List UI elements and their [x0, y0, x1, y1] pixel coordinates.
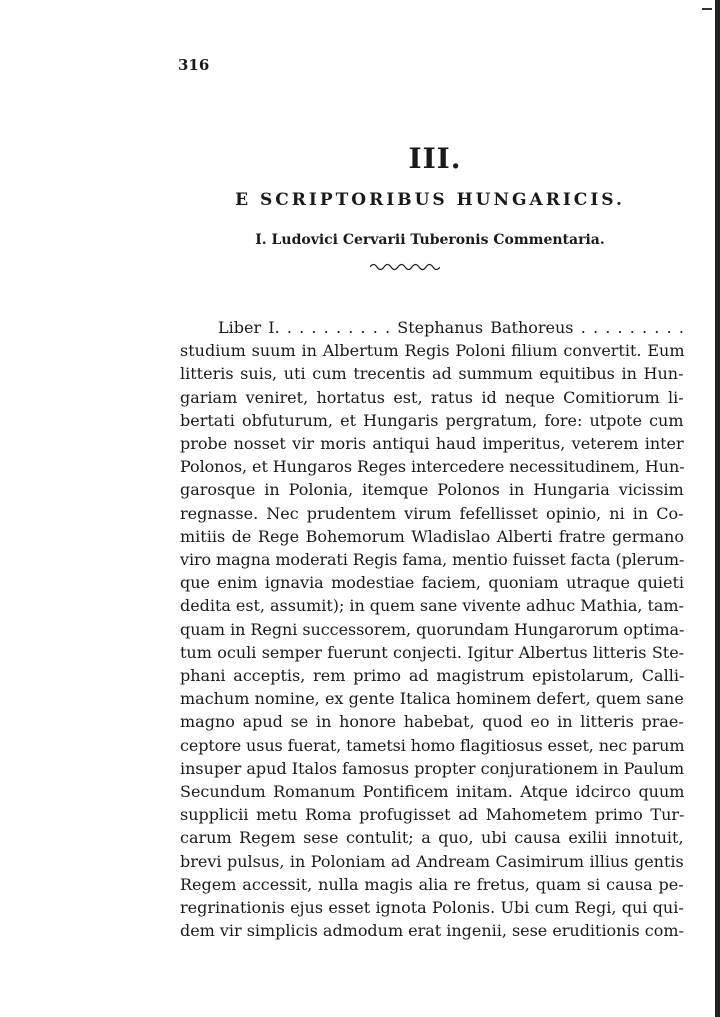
body-line: studium suum in Albertum Regis Poloni filium convertit. Eum	[180, 341, 685, 361]
body-line: mitiis de Rege Bohemorum Wladislao Alberti fratre germano	[180, 526, 684, 546]
body-line: gariam veniret, hortatus est, ratus id neque Comitiorum li-	[180, 387, 684, 407]
body-line: carum Regem sese contulit; a quo, ubi causa exilii innotuit,	[180, 828, 684, 848]
body-line: magno apud se in honore habebat, quod eo in litteris prae-	[180, 712, 684, 732]
body-line: bertati obfuturum, et Hungaris pergratum, fore: utpote cum	[180, 410, 684, 430]
subtitle: I. Ludovici Cervarii Tuberonis Commentaria.	[255, 232, 605, 248]
body-line: que enim ignavia modestiae faciem, quoniam utraque quieti	[180, 573, 685, 593]
body-line: litteris suis, uti cum trecentis ad summum equitibus in Hun-	[180, 364, 684, 384]
body-line: insuper apud Italos famosus propter conjurationem in Paulum	[180, 758, 685, 778]
body-line: phani acceptis, rem primo ad magistrum epistolarum, Calli-	[180, 666, 685, 686]
body-line: Regem accessit, nulla magis alia re fretus, quam si causa pe-	[180, 874, 684, 894]
body-line: Liber I. . . . . . . . . . Stephanus Bathoreus . . . . . . . . .	[218, 318, 684, 337]
body-line: Polonos, et Hungaros Reges intercedere necessitudinem, Hun-	[180, 457, 685, 477]
body-line: Secundum Romanum Pontificem initam. Atque idcirco quum	[180, 782, 685, 802]
body-line: regrinationis ejus esset ignota Polonis. Ubi cum Regi, qui qui-	[180, 898, 684, 918]
body-line: brevi pulsus, in Poloniam ad Andream Casimirum illius gentis	[180, 851, 684, 871]
body-line: viro magna moderati Regis fama, mentio fuisset facta (plerum-	[180, 550, 685, 570]
section-title: E SCRIPTORIBUS HUNGARICIS.	[235, 190, 625, 210]
body-line: machum nomine, ex gente Italica hominem defert, quem sane	[180, 689, 684, 709]
body-line: supplicii metu Roma profugisset ad Mahometem primo Tur-	[180, 805, 685, 825]
body-line: regnasse. Nec prudentem virum fefellisset opinio, ni in Co-	[180, 503, 684, 523]
body-line: dedita est, assumit); in quem sane vivente adhuc Mathia, tam-	[180, 596, 684, 616]
body-text	[180, 316, 684, 942]
body-line: dem vir simplicis admodum erat ingenii, sese eruditionis com-	[180, 921, 684, 941]
corner-mark	[702, 8, 712, 10]
body-line: tum oculi semper fuerunt conjecti. Igitur Albertus litteris Ste-	[180, 642, 685, 662]
body-line: probe nosset vir moris antiqui haud imperitus, veterem inter	[180, 434, 684, 454]
body-line: garosque in Polonia, itemque Polonos in Hungaria vicissim	[180, 480, 684, 500]
body-line: ceptore usus fuerat, tametsi homo flagitiosus esset, nec parum	[180, 735, 685, 755]
chapter-number: III.	[408, 142, 462, 175]
page-edge-rule	[715, 0, 720, 1017]
page-number: 316	[178, 56, 210, 74]
body-line: quam in Regni successorem, quorundam Hungarorum optima-	[180, 619, 685, 639]
ornament-divider	[370, 262, 440, 272]
